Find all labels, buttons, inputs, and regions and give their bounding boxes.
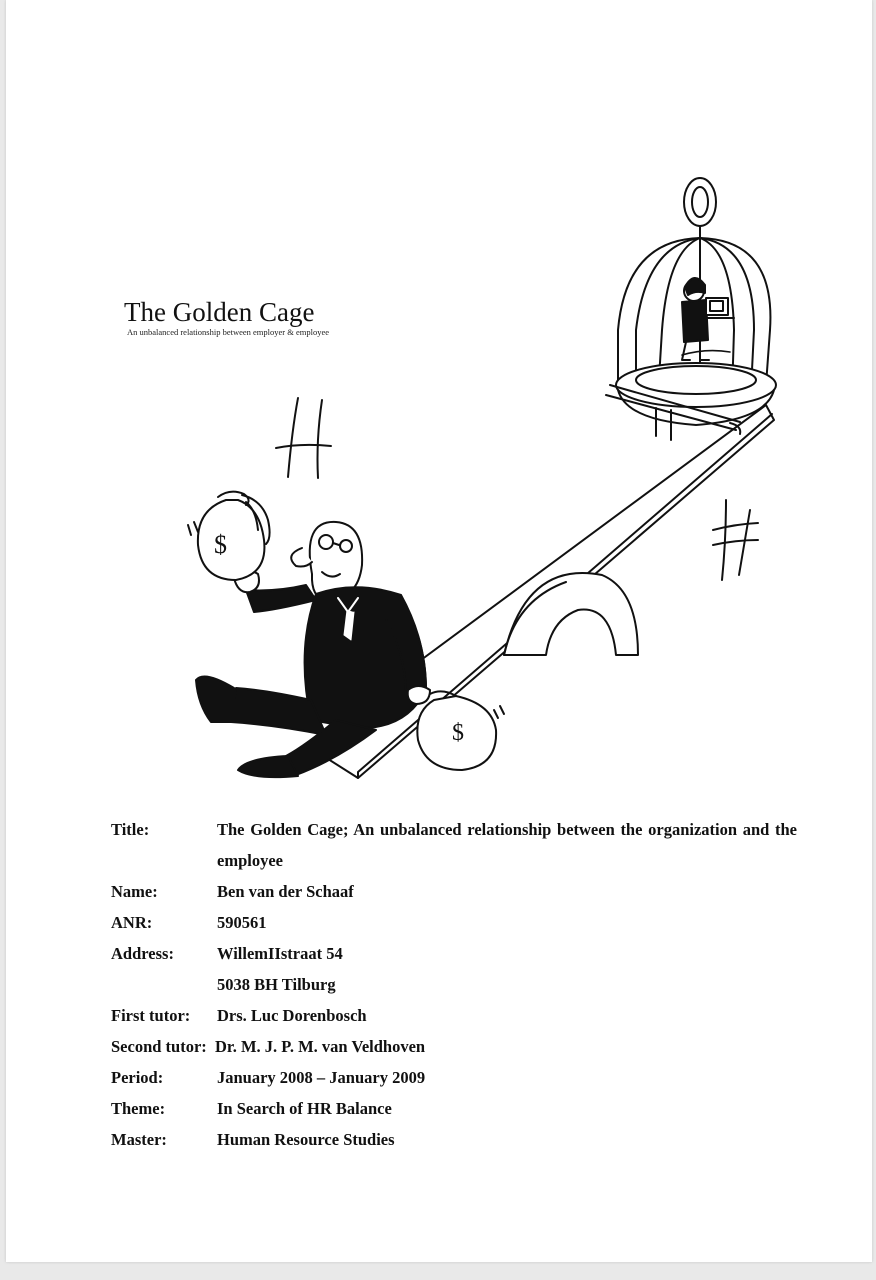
details-label: Address: [111,944,174,963]
details-row-title [111,814,811,876]
details-label: Second tutor: [111,1037,207,1056]
cartoon-illustration [6,0,872,800]
money-bag-left [198,492,270,580]
details-value: 590561 [217,913,267,932]
cover-subtitle: An unbalanced relationship between employer & employee [127,327,330,337]
details-value: Drs. Luc Dorenbosch [217,1006,367,1025]
details-label: First tutor: [111,1006,191,1025]
details-row-address [111,938,811,969]
details-row-address-line2 [111,969,811,1000]
details-value: Dr. M. J. P. M. van Veldhoven [215,1037,426,1056]
details-label: Title: [111,820,150,839]
details-table [111,814,811,1155]
details-value: Human Resource Studies [217,1130,395,1149]
cover-title: The Golden Cage [124,297,315,327]
document-page [6,0,872,1262]
details-value: 5038 BH Tilburg [217,975,336,994]
details-row-name [111,876,811,907]
details-row-period [111,1062,811,1093]
details-value: WillemIIstraat 54 [217,944,343,963]
details-label: Theme: [111,1099,166,1118]
details-row-second-tutor [111,1031,811,1062]
details-label: Master: [111,1130,167,1149]
details-label: Name: [111,882,158,901]
details-row-master [111,1124,811,1155]
right-bag-dollar: $ [452,720,464,746]
details-value: January 2008 – January 2009 [217,1068,426,1087]
details-value: The Golden Cage; An unbalanced relationship between the organization and the employee [217,820,797,870]
details-row-theme [111,1093,811,1124]
details-value: Ben van der Schaaf [217,882,354,901]
details-value: In Search of HR Balance [217,1099,392,1118]
details-label: ANR: [111,913,153,932]
details-label: Period: [111,1068,164,1087]
details-row-anr [111,907,811,938]
caged-employee [682,278,734,360]
details-row-first-tutor [111,1000,811,1031]
left-bag-dollar: $ [214,530,227,559]
money-bag-right [417,691,496,770]
